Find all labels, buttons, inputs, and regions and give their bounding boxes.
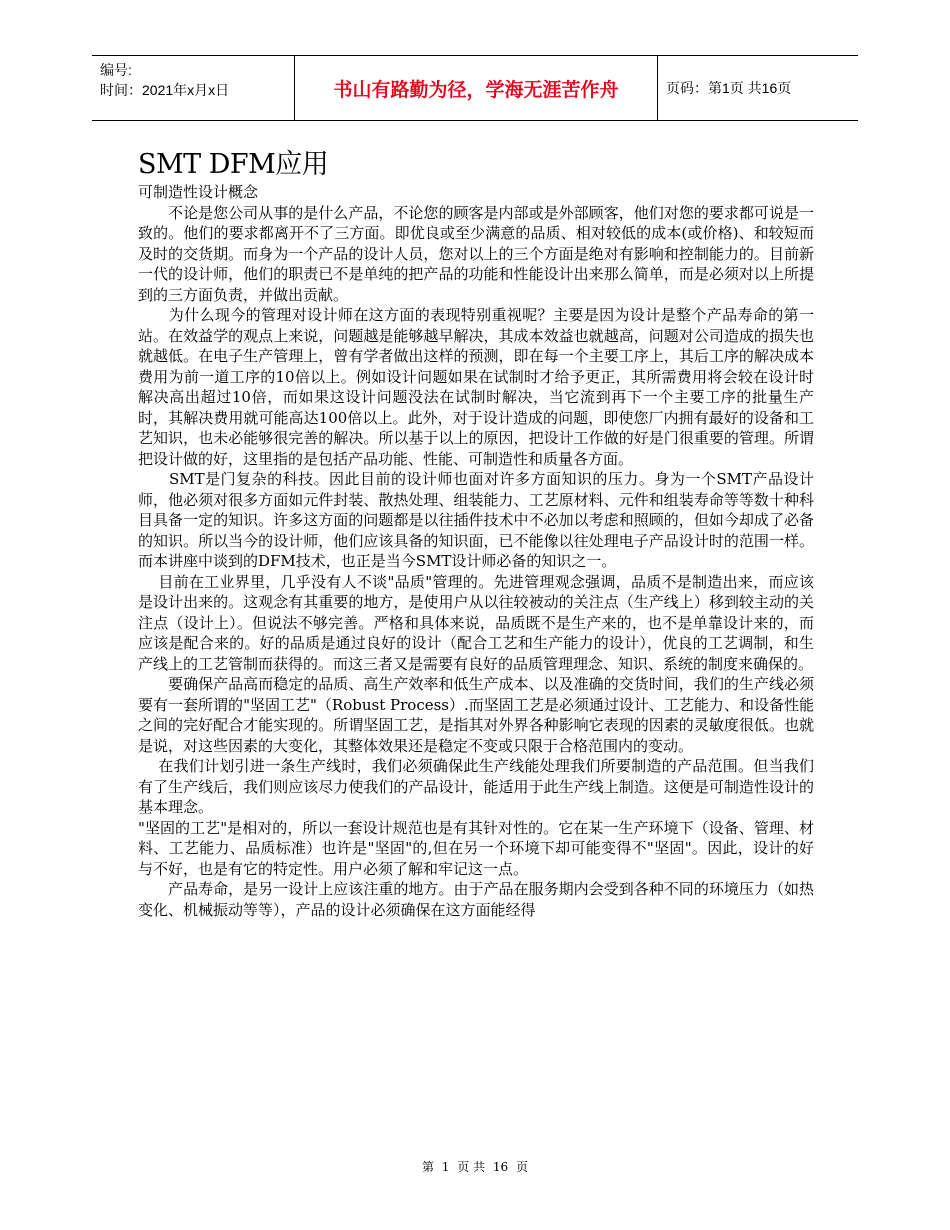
- header-motto: 书山有路勤为径，学海无涯苦作舟: [295, 56, 658, 121]
- header-meta-cell: [92, 56, 295, 121]
- header-time-label: 时间：2021年x月x日: [100, 82, 230, 98]
- header-page-label: 页码：第1页 共16页: [658, 56, 859, 121]
- paragraph: 为什么现今的管理对设计师在这方面的表现特别重视呢？主要是因为设计是整个产品寿命的第一站。在效益学的观点上来说，问题越是能够越早解决，其成本效益也就越高，问题对公司造成的损失也就越低。在电子生产管理上，曾有学者做出这样的预测，即在每一个主要工序上，其后工序的解决成本费用为前一道工序的10倍以上。例如设计问题如果在试制时才给予更正，其所需费用将会较在设计时解决高出超过10倍，而如果这设计问题没法在试制时解决，当它流到再下一个主要工序的批量生产时，其解决费用就可能高达100倍以上。此外，对于设计造成的问题，即使您厂内拥有最好的设备和工艺知识，也未必能够很完善的解决。所以基于以上的原因，把设计工作做的好是门很重要的管理。所谓把设计做的好，这里指的是包括产品功能、性能、可制造性和质量各方面。: [138, 306, 814, 468]
- footer-middle: 页 共: [457, 1160, 486, 1174]
- footer-suffix: 页: [516, 1160, 529, 1174]
- footer-total-pages: 16: [492, 1160, 509, 1174]
- page-footer: [0, 1158, 950, 1175]
- document-title: SMT DFM应用: [138, 149, 329, 180]
- page-header: [92, 55, 858, 121]
- paragraph: 不论是您公司从事的是什么产品，不论您的顾客是内部或是外部顾客，他们对您的要求都可说是一致的。他们的要求都离开不了三方面。即优良或至少满意的品质、相对较低的成本(或价格)、和较短而及时的交货期。而身为一个产品的设计人员，您对以上的三个方面是绝对有影响和控制能力的。目前新一代的设计师，他们的职责已不是单纯的把产品的功能和性能设计出来那么简单，而是必须对以上所提到的三方面负责，并做出贡献。: [138, 203, 814, 304]
- document-body: [138, 148, 814, 920]
- paragraph: "坚固的工艺"是相对的，所以一套设计规范也是有其针对性的。它在某一生产环境下（设备、管理、材料、工艺能力、品质标准）也许是"坚固"的,但在另一个环境下却可能变得不"坚固"。因此，设计的好与不好，也是有它的特定性。用户必须了解和牢记这一点。: [138, 818, 814, 878]
- paragraph: 产品寿命，是另一设计上应该注重的地方。由于产品在服务期内会受到各种不同的环境压力（如热变化、机械振动等等），产品的设计必须确保在这方面能经得: [138, 880, 814, 919]
- paragraph: 目前在工业界里，几乎没有人不谈"品质"管理的。先进管理观念强调，品质不是制造出来，而应该是设计出来的。这观念有其重要的地方，是使用户从以往较被动的关注点（生产线上）移到较主动的关注点（设计上）。但说法不够完善。严格和具体来说，品质既不是生产来的，也不是单靠设计来的，而应该是配合来的。好的品质是通过良好的设计（配合工艺和生产能力的设计），优良的工艺调制，和生产线上的工艺管制而获得的。而这三者又是需要有良好的品质管理理念、知识、系统的制度来确保的。: [138, 572, 814, 673]
- paragraph: SMT是门复杂的科技。因此目前的设计师也面对许多方面知识的压力。身为一个SMT产品设计师，他必须对很多方面如元件封装、散热处理、组装能力、工艺原材料、元件和组装寿命等等数十种科目具备一定的知识。许多这方面的问题都是以往插件技术中不必加以考虑和照顾的，但如今却成了必备的知识。所以当今的设计师，他们应该具备的知识面，已不能像以往处理电子产品设计时的范围一样。而本讲座中谈到的DFM技术，也正是当今SMT设计师必备的知识之一。: [138, 470, 814, 570]
- footer-current-page: 1: [441, 1160, 450, 1174]
- paragraph: 要确保产品高而稳定的品质、高生产效率和低生产成本、以及准确的交货时间，我们的生产线必须要有一套所谓的"坚固工艺"（Robust Process）.而坚固工艺是必须通过设计、工艺能力、和设备性能之间的完好配合才能实现的。所谓坚固工艺，是指其对外界各种影响它表现的因素的灵敏度很低。也就是说，对这些因素的大变化，其整体效果还是稳定不变或只限于合格范围内的变动。: [138, 675, 814, 755]
- document-subtitle: 可制造性设计概念: [138, 183, 259, 201]
- footer-prefix: 第: [421, 1160, 434, 1174]
- header-number-label: 编号:: [100, 62, 132, 78]
- paragraph: 在我们计划引进一条生产线时，我们必须确保此生产线能处理我们所要制造的产品范围。但当我们有了生产线后，我们则应该尽力使我们的产品设计，能适用于此生产线上制造。这便是可制造性设计的基本理念。: [138, 757, 814, 816]
